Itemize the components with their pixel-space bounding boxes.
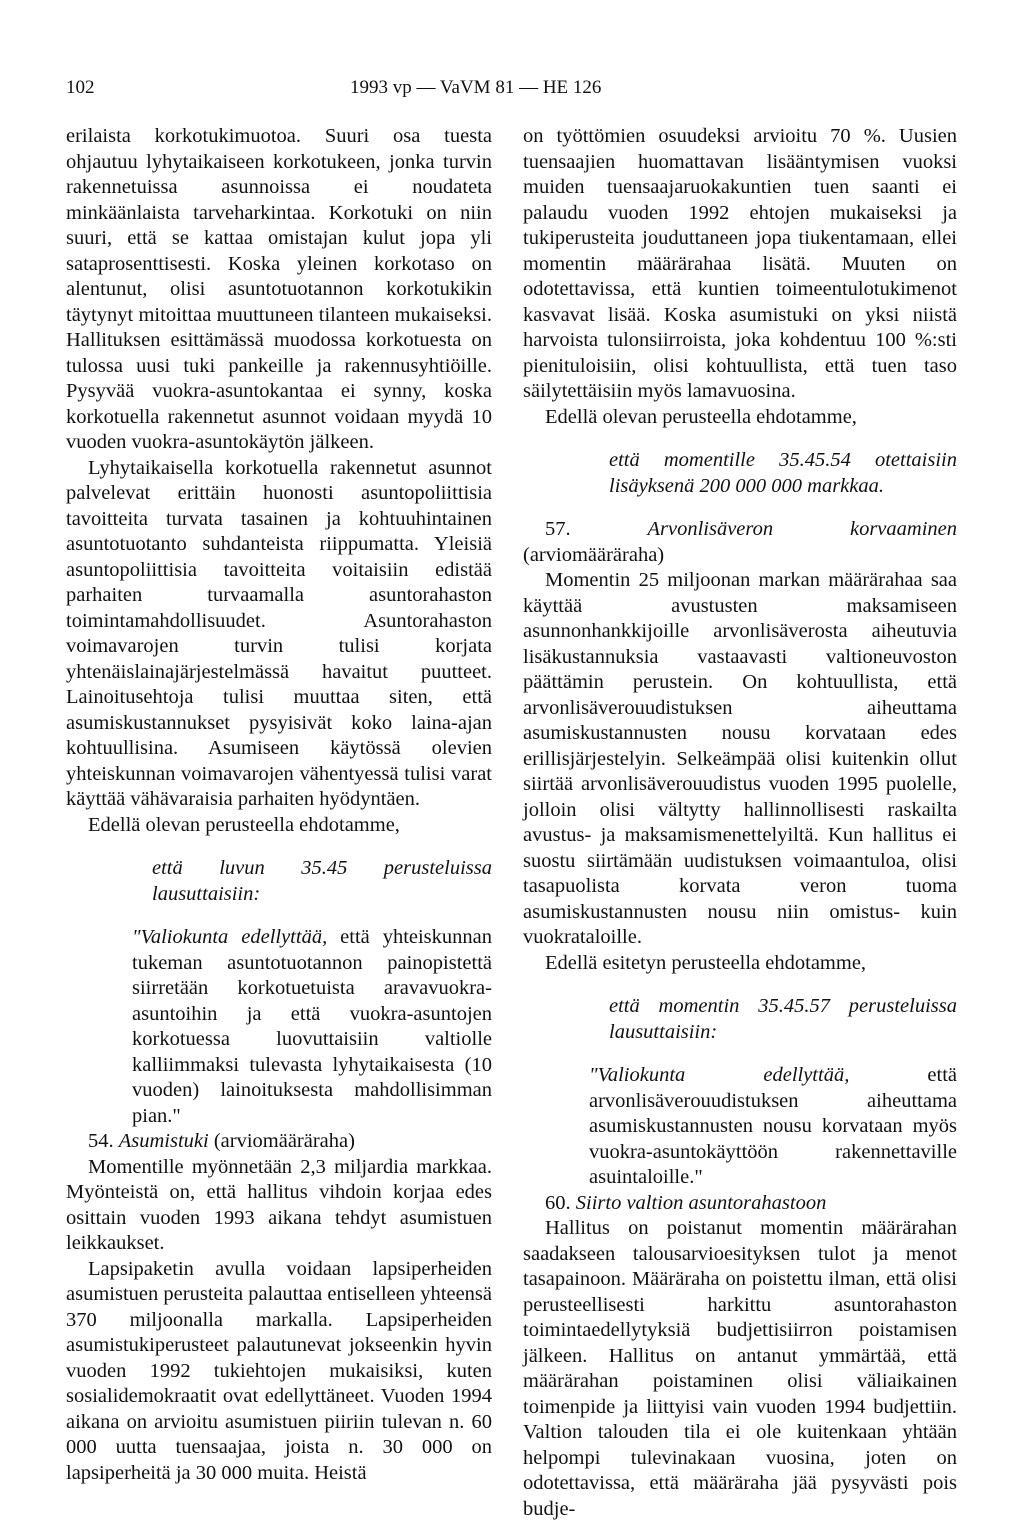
section-heading-57 xyxy=(523,517,957,568)
section-number: 60. xyxy=(545,1191,571,1214)
paragraph: Lapsipaketin avulla voidaan lapsiperheiden asumistuen perusteita palauttaa entiselleen yhteensä 370 miljoonalla markalla. Lapsiperheiden asumistukiperusteet palautunevat jokseenkin hyvin vuoden 1992 tukiehtojen mukaisiksi, kuten sosialidemokraatit ovat edellyttäneet. Vuoden 1994 aikana on arvioitu asumistuen piiriin tulevan n. 60 000 uutta tuensaajaa, joista n. 30 000 on lapsiperheitä ja 30 000 muita. Heistä xyxy=(66,1257,492,1484)
paragraph: Lyhytaikaisella korkotuella rakennetut asunnot palvelevat erittäin huonosti asuntopoliittisia tavoitteita turvata tasainen ja kohtuuhintainen asuntotuotanto suhdanteista riippumatta. Yleisiä asuntopoliittisia tavoitteita voitaisiin edistää parhaiten turvaamalla asuntorahaston toimintamahdollisuudet. Asuntorahaston voimavarojen turvin tulisi korjata yhtenäislainajärjestelmässä havaitut puutteet. Lainoitusehtoja tulisi muuttaa siten, että asumiskustannukset pysyisivät koko laina-ajan kohtuullisina. Asumiseen käytössä olevien yhteiskunnan voimavarojen vähentyessä tulisi varat käyttää vähävaraisia parhaiten hyödyntäen. xyxy=(66,456,492,810)
proposal-text: että momentille 35.45.54 otettaisiin lisäyksenä 200 000 000 markkaa. xyxy=(609,449,957,497)
paragraph: Hallitus on poistanut momentin määrärahan saadakseen talousarvioesityksen tulot ja menot tasapainoon. Määräraha on poistettu ilman, että olisi perusteellisesti harkittu asuntorahaston toimintaedellytyksiä budjettisiirron poistamisen jälkeen. Hallitus on antanut ymmärtää, että määrärahan poistaminen olisi väliaikainen toimenpide ja liittyisi vain vuoden 1994 budjettiin. Valtion talouden tila ei ole kuitenkaan yhtään helpompi tulevinakaan vuosina, joten on odotettavissa, että määräraha jää pysyvästi pois budje- xyxy=(523,1217,957,1520)
quote-lead: "Valiokunta edellyttää, xyxy=(132,926,328,948)
section-title: Siirto valtion asuntorahastoon xyxy=(575,1191,827,1214)
paragraph: Edellä olevan perusteella ehdotamme, xyxy=(545,405,857,428)
section-title: Asumistuki xyxy=(118,1130,209,1152)
paragraph: Momentin 25 miljoonan markan määrärahaa saa käyttää avustusten maksamiseen asunnonhankkijoille arvonlisäverosta aiheutuvia lisäkustannuksia vastaavasti valtioneuvoston päättämin perustein. On kohtuullista, että arvonlisäverouudistuksen aiheuttama asumiskustannusten nousu korvataan edes erillisjärjestelyin. Selkeämpää olisi kuitenkin ollut siirtää arvonlisäverouudistus vuoden 1995 puolelle, jolloin olisi vältytty hallinnollisesti raskailta avustus- ja maksamismenettelyiltä. Kun hallitus ei suostu siirtämään uudistuksen voimaantuloa, olisi tasapuolista korvata veron tuoma asumiskustannusten nousu niin omistus- kuin vuokrataloille. xyxy=(523,569,957,948)
quote-text: että arvonlisäverouudistuksen aiheuttama asumiskustannusten nousu korvataan myös vuokra-asuntokäyttöön rakennettaville asuintaloille." xyxy=(589,1064,957,1188)
quote-block xyxy=(523,1063,957,1191)
section-type: (arviomääräraha) xyxy=(213,1130,355,1152)
section-title: Arvonlisäveron korvaaminen xyxy=(647,518,957,540)
quote-text: että yhteiskunnan tukeman asuntotuotannon painopistettä siirretään korkotuetuista aravavuokra-asuntoihin ja että vuokra-asuntojen korkotuessa luovuttaisiin valtiolle kalliimmaksi tulevasta lyhytaikaisesta (10 vuoden) lainoituksesta mahdollisimman pian." xyxy=(132,926,493,1127)
paragraph: erilaista korkotukimuotoa. Suuri osa tuesta ohjautuu lyhytaikaiseen korkotukeen, jonka turvin rakennetuissa asunnoissa ei noudateta minkäänlaista tarveharkintaa. Korkotuki on niin suuri, että se kattaa omistajan kulut jopa yli sataprosenttisesti. Koska yleinen korkotaso on alentunut, olisi asuntotuotannon korkotukikin täytynyt mitoittaa muuttuneen tilanteen mukaiseksi. Hallituksen esittämässä muodossa korkotuesta on tulossa uusi tuki pankeille ja rakennusyhtiöille. Pysyvää vuokra-asuntokantaa ei synny, koska korkotuella rakennetut asunnot voidaan myydä 10 vuoden vuokra-asuntokäytön jälkeen. xyxy=(66,125,492,453)
proposal-text: että momentin 35.45.57 perusteluissa lausuttaisiin: xyxy=(609,995,957,1043)
section-number: 57. xyxy=(545,518,571,540)
section-heading-60 xyxy=(523,1191,957,1217)
section-type: (arviomääräraha) xyxy=(523,543,665,566)
section-heading-54 xyxy=(66,1129,492,1155)
quote-lead: "Valiokunta edellyttää, xyxy=(589,1064,850,1086)
left-column xyxy=(66,124,492,1486)
paragraph: on työttömien osuudeksi arvioitu 70 %. Uusien tuensaajien huomattavan lisääntymisen vuoksi muiden tuensaajaruokakuntien tuen saanti ei palaudu vuoden 1992 ehtojen mukaiseksi ja tukiperusteita jouduttaneen jopa tiukentamaan, ellei momentin määrärahaa lisätä. Muuten on odotettavissa, että kuntien toimeentulotukimenot kasvavat lisää. Koska asumistuki on yksi niistä harvoista tulonsiirroista, joka kohdentuu 100 %:sti pienituloisiin, olisi kohtuullista, että tuen taso säilytettäisiin myös lamavuosina. xyxy=(523,125,957,402)
paragraph: Edellä olevan perusteella ehdotamme, xyxy=(88,813,400,836)
section-number: 54. xyxy=(88,1130,114,1152)
paragraph: Edellä esitetyn perusteella ehdotamme, xyxy=(545,951,867,974)
page-number: 102 xyxy=(66,77,95,98)
paragraph: Momentille myönnetään 2,3 miljardia markkaa. Myönteistä on, että hallitus vihdoin korjaa edes osittain vuoden 1993 aikana tehdyt asumistuen leikkaukset. xyxy=(66,1155,492,1254)
running-title: 1993 vp — VaVM 81 — HE 126 xyxy=(350,77,602,98)
right-column xyxy=(523,124,957,1522)
proposal-text: että luvun 35.45 perusteluissa lausuttaisiin: xyxy=(152,857,492,905)
quote-block xyxy=(66,925,492,1129)
